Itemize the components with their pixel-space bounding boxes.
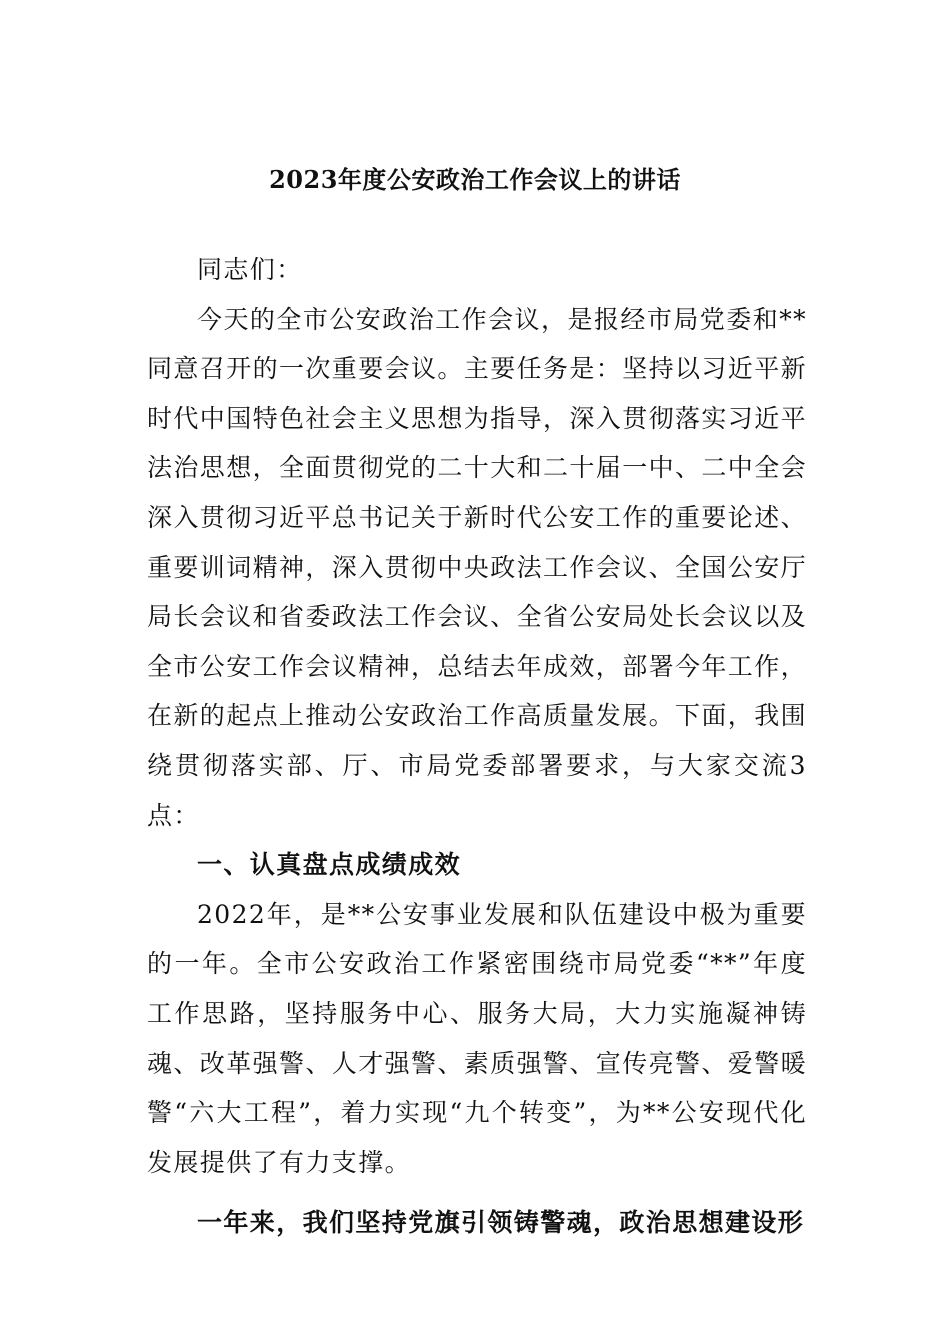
paragraph-bold-lead: 一年来，我们坚持党旗引领铸警魂，政治思想建设形 bbox=[197, 1208, 805, 1238]
paragraph-intro: 今天的全市公安政治工作会议，是报经市局党委和**同意召开的一次重要会议。主要任务是：坚持以习近平新时代中国特色社会主义思想为指导，深入贯彻落实习近平法治思想，全面贯彻党的二十大和二十届一中、二中全会深入贯彻习近平总书记关于新时代公安工作的重要论述、重要训词精神，深入贯彻中央政法工作会议、全国公安厅局长会议和省委政法工作会议、全省公安局处长会议以及全市公安工作会议精神，总结去年成效，部署今年工作，在新的起点上推动公安政治工作高质量发展。下面，我围绕贯彻落实部、厅、市局党委部署要求，与大家交流3点： bbox=[147, 304, 808, 830]
section-heading: 一、认真盘点成绩成效 bbox=[197, 850, 462, 880]
salutation: 同志们： bbox=[197, 255, 303, 284]
document-title: 2023年度公安政治工作会议上的讲话 bbox=[269, 165, 681, 194]
document-body bbox=[147, 245, 807, 1248]
paragraph-summary: 2022年，是**公安事业发展和队伍建设中极为重要的一年。全市公安政治工作紧密围绕市局党委“**”年度工作思路，坚持服务中心、服务大局，大力实施凝神铸魂、改革强警、人才强警、素质强警、宣传亮警、爱警暖警“六大工程”，着力实现“九个转变”，为**公安现代化发展提供了有力支撑。 bbox=[147, 899, 808, 1177]
